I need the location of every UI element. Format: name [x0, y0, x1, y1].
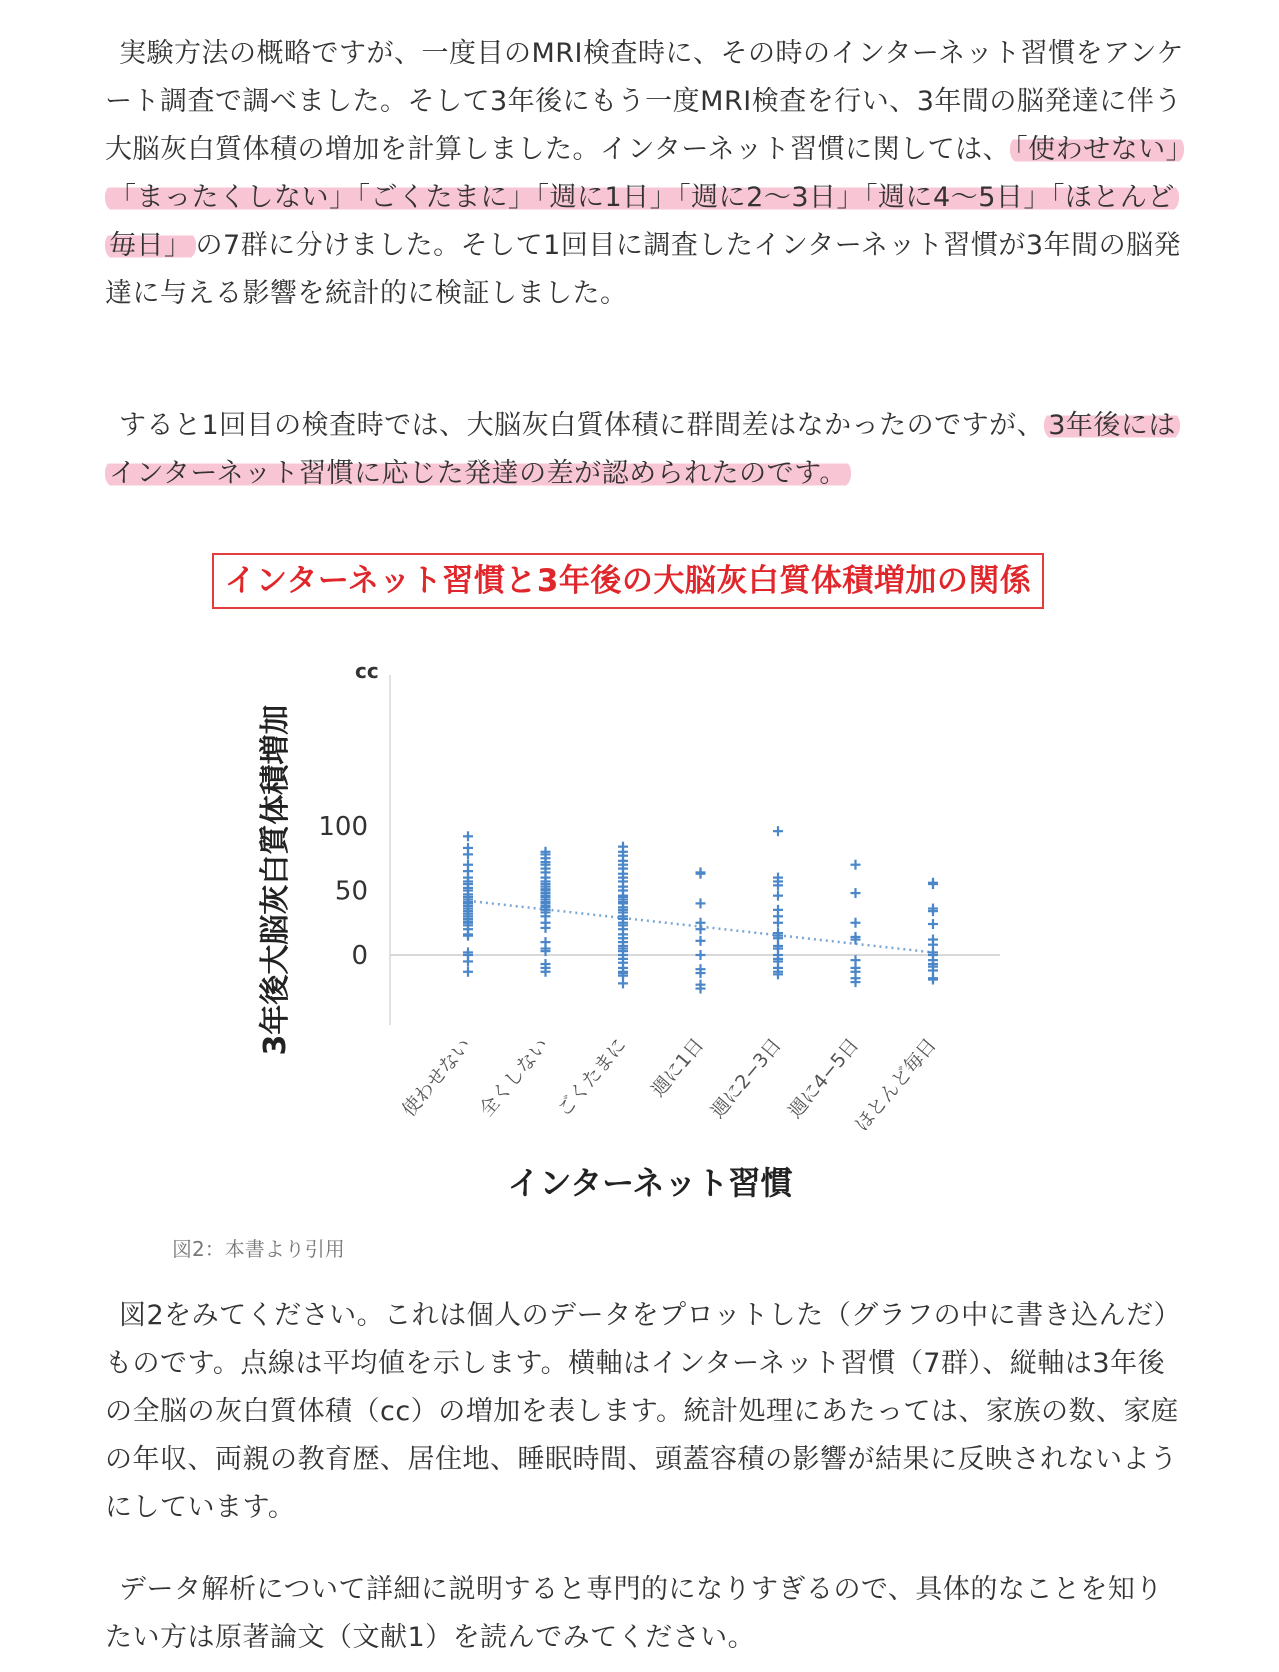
- highlight-groups: 「使わせない」「まったくしない」「ごくたまに」「週に1日」「週に2～3日」「週に4～5日」「ほとんど毎日」: [105, 134, 1184, 261]
- data-point: [851, 918, 861, 928]
- data-point: [928, 975, 938, 985]
- x-tick-label: 週に2−3日: [706, 1034, 786, 1123]
- x-tick-label: 週に1日: [647, 1034, 709, 1102]
- y-axis-unit: cc: [355, 659, 379, 683]
- highlight-result: 3年後にはインターネット習慣に応じた発達の差が認められたのです。: [105, 410, 1180, 489]
- data-point: [928, 919, 938, 929]
- data-point: [696, 898, 706, 908]
- chart-axes: [318, 675, 1000, 1025]
- data-point: [851, 888, 861, 898]
- x-tick-label: 週に4−5日: [784, 1034, 864, 1123]
- data-point: [463, 849, 473, 859]
- data-point: [773, 918, 783, 928]
- x-tick-labels: [398, 1034, 941, 1135]
- y-tick-label: 50: [334, 876, 368, 907]
- y-tick-label: 100: [318, 812, 368, 842]
- data-point: [773, 891, 783, 901]
- data-point: [463, 967, 473, 977]
- data-points: [463, 826, 938, 993]
- data-point: [773, 826, 783, 836]
- data-point: [696, 924, 706, 934]
- y-axis-label: 3年後大脳灰白質体積増加: [258, 704, 293, 1056]
- data-point: [696, 950, 706, 960]
- paragraph-result-text: すると1回目の検査時では、大脳灰白質体積に群間差はなかったのですが、: [119, 410, 1045, 441]
- data-point: [618, 978, 628, 988]
- data-point: [541, 923, 551, 933]
- paragraph-figure-explanation-text: 図2をみてください。これは個人のデータをプロットした（グラフの中に書き込んだ）ものです。点線は平均値を示します。横軸はインターネット習慣（7群）、縦軸は3年後の全脳の灰白質体積（cc）の増加を表します。統計処理にあたっては、家族の数、家庭の年収、両親の教育歴、居住地、睡眠時間、頭蓋容積の影響が結果に反映されないようにしています。: [105, 1300, 1182, 1523]
- x-tick-label: 全くしない: [475, 1034, 554, 1122]
- figure-caption: 図2：本書より引用: [172, 1237, 345, 1261]
- data-point: [928, 879, 938, 889]
- data-point: [696, 869, 706, 879]
- paragraph-figure-explanation: [105, 1292, 1185, 1532]
- chart-title: インターネット習慣と3年後の大脳灰白質体積増加の関係: [212, 553, 1044, 609]
- paragraph-reference-text: データ解析について詳細に説明すると専門的になりすぎるので、具体的なことを知りたい方は原著論文（文献1）を読んでみてください。: [105, 1574, 1163, 1653]
- x-tick-label: 使わせない: [397, 1034, 476, 1122]
- data-point: [463, 956, 473, 966]
- data-point: [851, 860, 861, 870]
- x-tick-label: ほとんど毎日: [850, 1034, 941, 1136]
- y-tick-label: 0: [351, 941, 368, 971]
- data-point: [696, 936, 706, 946]
- paragraph-method-text-1: 実験方法の概略ですが、一度目のMRI検査時に、その時のインターネット習慣をアンケート調査で調べました。そして3年後にもう一度MRI検査を行い、3年間の脳発達に伴う大脳灰白質体積の増加を計算しました。インターネット習慣に関しては、: [105, 38, 1184, 165]
- paragraph-reference: [105, 1566, 1185, 1662]
- paragraph-method-text-2: の7群に分けました。そして1回目に調査したインターネット習慣が3年間の脳発達に与える影響を統計的に検証しました。: [105, 230, 1182, 309]
- data-point: [463, 931, 473, 941]
- data-point: [463, 831, 473, 841]
- x-tick-label: ごくたまに: [552, 1034, 631, 1122]
- x-axis-label: インターネット習慣: [507, 1164, 793, 1202]
